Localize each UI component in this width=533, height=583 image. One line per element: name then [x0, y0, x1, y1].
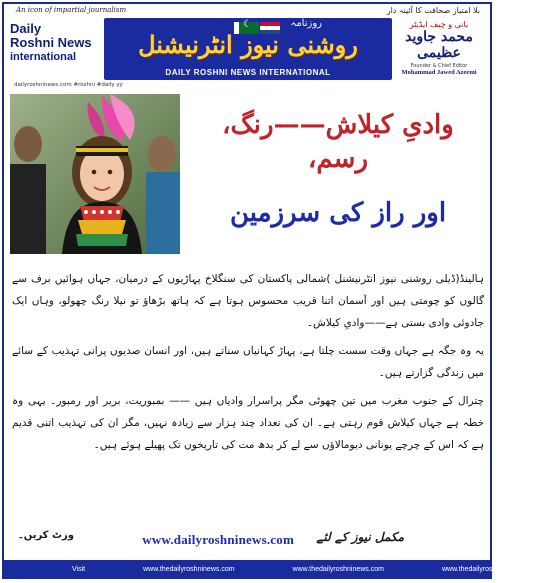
- footer-link[interactable]: www.thedailyroshninews.com: [143, 565, 235, 573]
- title-ur-main: روشنی نیوز انٹرنیشنل: [138, 30, 358, 59]
- tagline-en: An icon of impartial journalism: [16, 6, 127, 14]
- cta-link[interactable]: www.dailyroshninews.com: [142, 532, 294, 547]
- headline-secondary: اور راز کی سرزمین: [229, 198, 447, 228]
- editor-label-ur: بانی و چیف ایڈیٹر: [409, 20, 469, 29]
- headline-primary: وادیِ کیلاش——رنگ، رسم،: [222, 110, 454, 174]
- footer-bar: [4, 560, 533, 578]
- paragraph-3: چترال کے جنوب مغرب میں تین چھوٹی مگر پراسرار وادیاں ہیں —— بمبوریت، بریر اور رمبور۔ یہی وہ خطہ ہے جہاں کیلاش قوم رہتی ہے۔ ان کی تعداد چند ہزار سے زیادہ نہیں، مگر ان کی تہذیب اتنی قدیم ہے کہ اس کے چرچے یونانی دیومالاؤں سے لے کر بدھ مت کی تاریخوں تک پھیلے ہوئے ہیں۔: [12, 395, 484, 451]
- masthead-handles: dailyroshninews.com #roshni #daily yy: [14, 82, 123, 88]
- editor-label-en: Founder & Chief Editor: [410, 63, 468, 69]
- paragraph-2: یہ وہ جگہ ہے جہاں وقت سست چلتا ہے، پہاڑ کہانیاں سناتے ہیں، اور انسان صدیوں پرانی تہذیب کے سائے میں زندگی گزارتے ہیں۔: [12, 345, 484, 379]
- article-photo: [10, 94, 180, 254]
- editor-name-en: Mohammad Jawed Azeemi: [401, 69, 477, 76]
- title-en-line-1: Daily: [10, 21, 42, 36]
- cta-visit-ur: وزٹ کریں۔: [17, 530, 74, 541]
- footer-visit-label: Visit: [72, 565, 86, 573]
- title-ur-small: روزنامہ: [290, 18, 322, 29]
- masthead-title-en: [10, 22, 98, 64]
- tagline-ur: بلا امتیاز صحافت کا آئینہ دار: [386, 6, 480, 15]
- masthead-subtitle: DAILY ROSHNI NEWS INTERNATIONAL: [165, 68, 331, 77]
- cta-text-ur: مکمل نیوز کے لئے: [316, 530, 404, 544]
- editor-name-ur: محمد جاوید عظیمی: [405, 29, 473, 61]
- paragraph-1: ہالینڈ(ڈیلی روشنی نیوز انٹرنیشنل )شمالی پاکستان کی سنگلاخ پہاڑیوں کے درمیان، جہاں ہوائیں برف سے گالوں کو چومتی ہیں اور آسمان اتنا قریب محسوس ہوتا ہے کہ ہاتھ بڑھاؤ تو نیلا رنگ چھولو، وہاں ایک جادوئی وادی بستی ہے——وادیِ کیلاش۔: [12, 273, 484, 329]
- masthead: [4, 4, 490, 90]
- call-to-action: [14, 528, 484, 552]
- article-body: [12, 268, 484, 462]
- masthead-logo-bar: [104, 18, 392, 80]
- footer-link[interactable]: www.thedailyroshninews.com: [441, 565, 533, 573]
- title-en-line-3: international: [10, 51, 77, 63]
- footer-link[interactable]: www.thedailyroshninews.com: [292, 565, 384, 573]
- editor-block: [394, 20, 484, 76]
- title-en-line-2: Roshni News: [10, 35, 92, 50]
